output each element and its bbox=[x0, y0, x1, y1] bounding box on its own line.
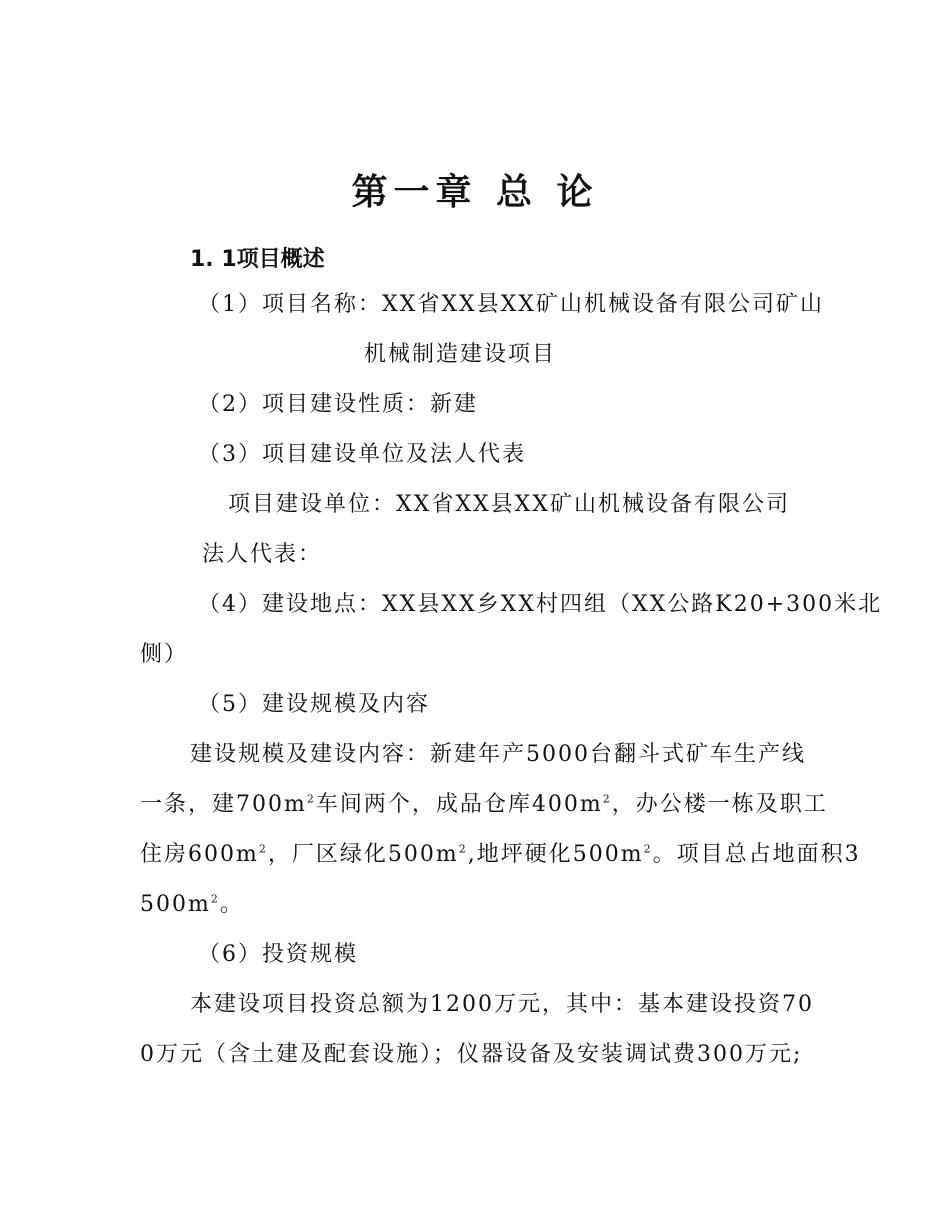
text-run: 一条，建700m bbox=[140, 792, 307, 817]
location-line-cont: 侧） bbox=[140, 642, 189, 667]
scale-content-line-4 bbox=[140, 890, 244, 920]
text-run: 。 bbox=[219, 892, 244, 917]
text-run: 住房600m bbox=[140, 842, 259, 867]
square-superscript: 2 bbox=[210, 892, 220, 906]
square-superscript: 2 bbox=[458, 842, 468, 856]
text-run: 。项目总占地面积3 bbox=[652, 842, 861, 867]
investment-content-line: 本建设项目投资总额为1200万元，其中：基本建设投资70 bbox=[190, 992, 814, 1017]
section-heading: 1. 1项目概述 bbox=[190, 247, 325, 272]
square-superscript: 2 bbox=[643, 842, 653, 856]
project-nature-line: （2）项目建设性质：新建 bbox=[198, 392, 478, 417]
chapter-title: 第一章 总 论 bbox=[351, 171, 599, 213]
text-run: 车间两个，成品仓库400m bbox=[315, 792, 603, 817]
investment-heading-line: （6）投资规模 bbox=[198, 942, 358, 967]
scale-content-line-3 bbox=[140, 840, 861, 870]
builder-unit-line: 项目建设单位：XX省XX县XX矿山机械设备有限公司 bbox=[228, 492, 790, 517]
text-run: 500m bbox=[140, 892, 211, 917]
square-superscript: 2 bbox=[306, 792, 316, 806]
scale-content-line: 建设规模及建设内容：新建年产5000台翻斗式矿车生产线 bbox=[190, 742, 806, 767]
scale-heading-line: （5）建设规模及内容 bbox=[198, 692, 430, 717]
project-name-line-cont: 机械制造建设项目 bbox=[364, 342, 557, 367]
builder-heading-line: （3）项目建设单位及法人代表 bbox=[198, 442, 526, 467]
location-line: （4）建设地点：XX县XX乡XX村四组（XX公路K20+300米北 bbox=[198, 592, 883, 617]
text-run: ,地坪硬化500m bbox=[467, 842, 644, 867]
text-run: ，厂区绿化500m bbox=[267, 842, 459, 867]
project-name-line: （1）项目名称：XX省XX县XX矿山机械设备有限公司矿山 bbox=[198, 292, 824, 317]
square-superscript: 2 bbox=[258, 842, 268, 856]
square-superscript: 2 bbox=[602, 792, 612, 806]
scale-content-line-2 bbox=[140, 790, 828, 820]
text-run: ，办公楼一栋及职工 bbox=[611, 792, 828, 817]
investment-content-line-2: 0万元（含土建及配套设施）；仪器设备及安装调试费300万元; bbox=[140, 1042, 803, 1067]
legal-rep-line: 法人代表： bbox=[202, 542, 323, 567]
